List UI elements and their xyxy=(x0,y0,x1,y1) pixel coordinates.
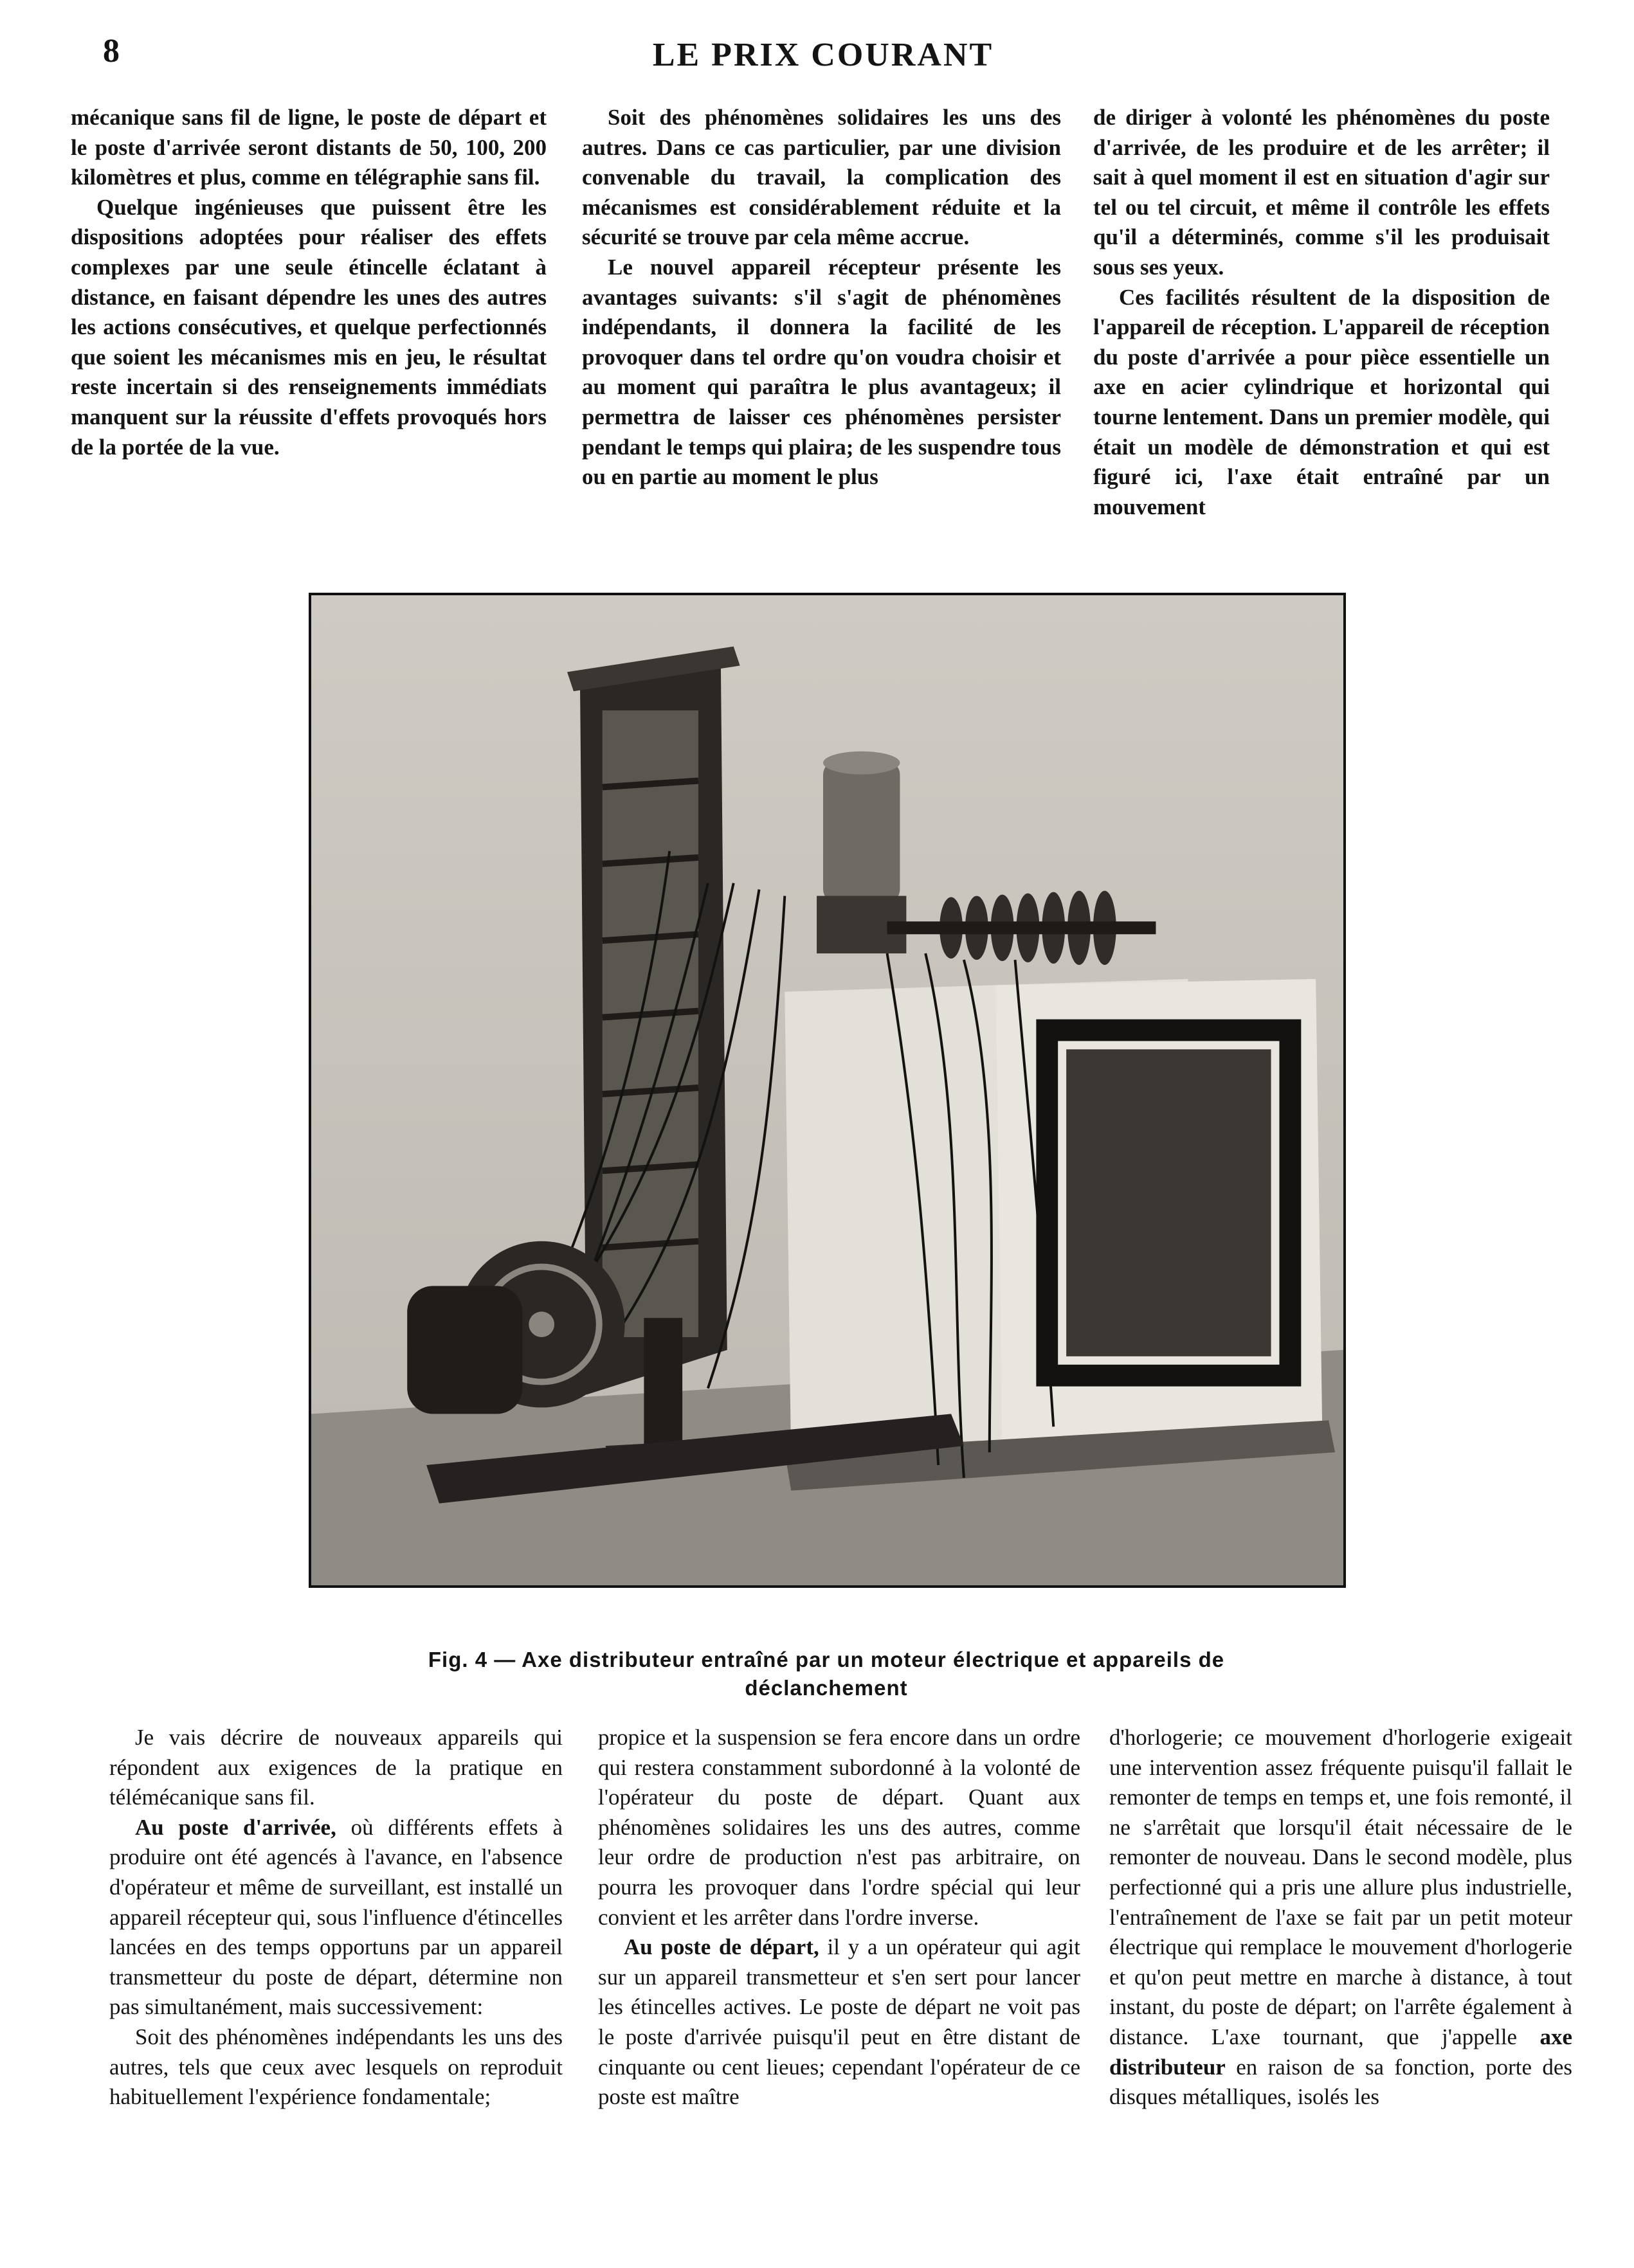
paragraph xyxy=(109,1813,563,2022)
article-column-top-3 xyxy=(1093,103,1550,522)
paragraph-text: d'horlogerie; ce mouvement d'horlogerie exigeait une intervention assez fréquente puisqu'il fallait le remonter de temps en temps et, une fois remonté, il ne s'arrêtait que lorsqu'il était nécessaire de le remonter de nouveau. Dans le second modèle, plus perfectionné qui a pris une allure plus industrielle, l'entraînement de l'axe se fait par un petit moteur électrique qui remplace le mouvement d'horlogerie et qu'on peut mettre en marche à distance, à tout instant, du poste de départ; on l'arrête également à distance. L'axe tournant, que j'appelle xyxy=(1109,1725,1572,2049)
article-column-top-1 xyxy=(71,103,547,462)
paragraph: propice et la suspension se fera encore dans un ordre qui restera constamment subordonné à la volonté de l'opérateur du poste de départ. Quant aux phénomènes solidaires les uns des autres, comme leur ordre de production n'est pas arbitraire, on pourra les provoquer dans l'ordre spécial qui leur convient et les arrêter dans l'ordre inverse. xyxy=(598,1725,1080,1930)
figure-caption: Fig. 4 — Axe distributeur entraîné par un moteur électrique et appareils de déclanchement xyxy=(428,1648,1225,1700)
paragraph xyxy=(1109,1723,1572,2112)
paragraph: Soit des phénomènes indépendants les uns des autres, tels que ceux avec lesquels on reproduit habituellement l'expérience fondamentale; xyxy=(109,2024,563,2110)
paragraph: Je vais décrire de nouveaux appareils qui répondent aux exigences de la pratique en télémécanique sans fil. xyxy=(109,1725,563,1810)
apparatus-illustration xyxy=(311,595,1343,1585)
paragraph: Soit des phénomènes solidaires les uns des autres. Dans ce cas particulier, par une division convenable du travail, la complication des mécanismes est considérablement réduite et la sécurité se trouve par cela même accrue. xyxy=(582,105,1061,250)
paragraph-text: où différents effets à produire ont été agencés à l'avance, en l'absence d'opérateur et même de surveillant, est installé un appareil récepteur qui, sous l'influence d'étincelles lancées en des temps opportuns par un appareil transmetteur du poste de départ, détermine non pas simultanément, mais successivement: xyxy=(109,1814,563,2020)
paragraph-text: en raison de sa fonction, porte des disques métalliques, isolés les xyxy=(1109,2054,1572,2110)
paragraph-lead: Au poste de départ, xyxy=(624,1934,819,1960)
paragraph: Ces facilités résultent de la disposition de l'appareil de réception. L'appareil de réception du poste d'arrivée a pour pièce essentielle un axe en acier cylindrique et horizontal qui tourne lentement. Dans un premier modèle, qui était un modèle de démonstration et qui est figuré ici, l'axe était entraîné par un mouvement xyxy=(1093,284,1550,519)
paragraph: Quelque ingénieuses que puissent être les dispositions adoptées pour réaliser des effets complexes par une seule étincelle éclatant à distance, en faisant dépendre les unes des autres les actions consécutives, et quelque perfectionnés que soient les mécanismes mis en jeu, le résultat reste incertain si des renseignements immédiats manquent sur la réussite d'effets provoqués hors de la portée de la vue. xyxy=(71,194,547,460)
article-column-top-2 xyxy=(582,103,1061,492)
apparatus-photograph xyxy=(309,593,1346,1588)
article-column-bottom-3 xyxy=(1109,1723,1572,2112)
running-title: LE PRIX COURANT xyxy=(652,37,994,73)
page-number: 8 xyxy=(103,33,120,69)
article-column-bottom-1 xyxy=(109,1723,563,2112)
paragraph-lead: Au poste d'arrivée, xyxy=(135,1814,336,1840)
paragraph: de diriger à volonté les phénomènes du poste d'arrivée, de les produire et de les arrêter; il sait à quel moment il est en situation d'agir sur tel ou tel circuit, et même il contrôle les effets qu'il a déterminés, comme s'il les produisait sous ses yeux. xyxy=(1093,105,1550,280)
article-column-bottom-2 xyxy=(598,1723,1080,2112)
paragraph-text: il y a un opérateur qui agit sur un appareil transmetteur et s'en sert pour lancer les étincelles actives. Le poste de départ ne voit pas le poste d'arrivée puisqu'il peut en être distant de cinquante ou cent lieues; cependant l'opérateur de ce poste est maître xyxy=(598,1934,1080,2110)
paragraph: Le nouvel appareil récepteur présente les avantages suivants: s'il s'agit de phénomènes indépendants, il donnera la facilité de les provoquer dans tel ordre qu'on voudra choisir et au moment qui paraîtra le plus avantageux; il permettra de laisser ces phénomènes persister pendant le temps qui plaira; de les suspendre tous ou en partie au moment le plus xyxy=(582,254,1061,490)
paragraph-emphasis: axe distributeur xyxy=(1109,2024,1572,2080)
paragraph xyxy=(598,1932,1080,2112)
paragraph: mécanique sans fil de ligne, le poste de départ et le poste d'arrivée seront distants de 50, 100, 200 kilomètres et plus, comme en télégraphie sans fil. xyxy=(71,105,547,190)
